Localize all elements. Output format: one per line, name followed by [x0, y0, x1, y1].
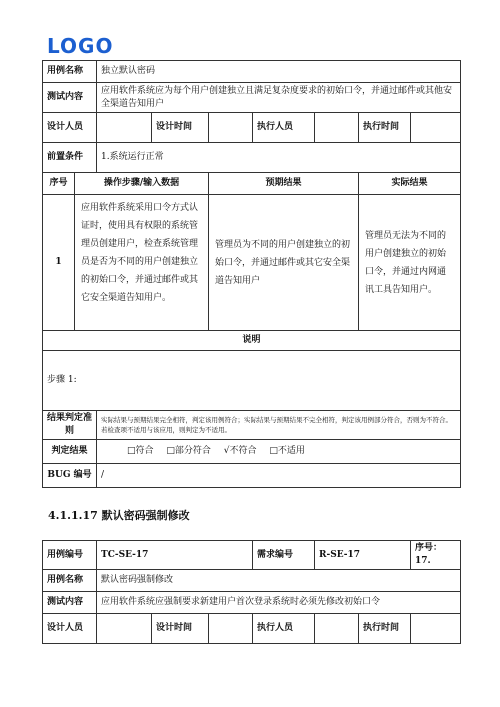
option-na: □不适用: [269, 446, 305, 456]
executor-label-2: 执行人员: [253, 614, 315, 644]
precondition-value: 1.系统运行正常: [97, 143, 461, 173]
test-content-label: 测试内容: [43, 83, 97, 113]
executor-label: 执行人员: [253, 113, 315, 143]
row-steps: 应用软件系统采用口令方式认证时，使用具有权限的系统管理员创建用户，检查系统管理员是否为不同的用户创建独立的初始口令，并通过邮件或其它安全渠道告知用户。: [75, 195, 209, 331]
designer-label: 设计人员: [43, 113, 97, 143]
row-no: 1: [43, 195, 75, 331]
seq-label: 序号：17.: [411, 541, 461, 570]
row-actual: 管理员无法为不同的用户创建独立的初始口令，并通过内网通讯工具告知用户。: [359, 195, 461, 331]
exec-time-value-2: [411, 614, 461, 644]
exec-time-label-2: 执行时间: [359, 614, 411, 644]
req-no-value: R-SE-17: [315, 541, 411, 570]
designer-value: [97, 113, 152, 143]
test-content-value-2: 应用软件系统应强制要求新建用户首次登录系统时必须先修改初始口令: [97, 592, 461, 614]
test-content-value: 应用软件系统应为每个用户创建独立且满足复杂度要求的初始口令，并通过邮件或其他安全渠道告知用户: [97, 83, 461, 113]
col-no-header: 序号: [43, 173, 75, 195]
test-case-table-1: [42, 60, 461, 488]
test-case-table-2: [42, 540, 461, 644]
verdict-label: 判定结果: [43, 440, 97, 464]
test-content-label-2: 测试内容: [43, 592, 97, 614]
design-time-label-2: 设计时间: [152, 614, 209, 644]
designer-value-2: [97, 614, 152, 644]
logo: LOGO: [47, 34, 114, 58]
exec-time-value: [411, 113, 461, 143]
case-name-value: 独立默认密码: [97, 61, 461, 83]
criteria-label: 结果判定准则: [43, 411, 97, 440]
design-time-value: [209, 113, 253, 143]
designer-label-2: 设计人员: [43, 614, 97, 644]
precondition-label: 前置条件: [43, 143, 97, 173]
row-expected: 管理员为不同的用户创建独立的初始口令，并通过邮件或其它安全渠道告知用户: [209, 195, 359, 331]
case-name-label-2: 用例名称: [43, 570, 97, 592]
col-actual-header: 实际结果: [359, 173, 461, 195]
req-no-label: 需求编号: [253, 541, 315, 570]
option-fail: √不符合: [223, 446, 257, 456]
exec-time-label: 执行时间: [359, 113, 411, 143]
executor-value: [315, 113, 359, 143]
option-partial: □部分符合: [166, 446, 211, 456]
design-time-value-2: [209, 614, 253, 644]
case-no-label: 用例编号: [43, 541, 97, 570]
verdict-options: [97, 440, 461, 464]
col-steps-header: 操作步骤/输入数据: [75, 173, 209, 195]
notes-header: 说明: [43, 331, 461, 351]
case-name-value-2: 默认密码强制修改: [97, 570, 461, 592]
bug-label: BUG 编号: [43, 464, 97, 488]
case-name-label: 用例名称: [43, 61, 97, 83]
case-no-value: TC-SE-17: [97, 541, 253, 570]
design-time-label: 设计时间: [152, 113, 209, 143]
executor-value-2: [315, 614, 359, 644]
option-pass: □符合: [127, 446, 154, 456]
section-heading: 4.1.1.17 默认密码强制修改: [48, 509, 190, 522]
criteria-value: 实际结果与预期结果完全相符，判定该用例符合；实际结果与预期结果不完全相符，判定该用例部分符合，否则为不符合。若检查项不适用与该应用，则判定为不适用。: [97, 411, 461, 440]
col-expected-header: 预期结果: [209, 173, 359, 195]
notes-step1: 步骤 1:: [43, 351, 461, 411]
bug-value: /: [97, 464, 461, 488]
